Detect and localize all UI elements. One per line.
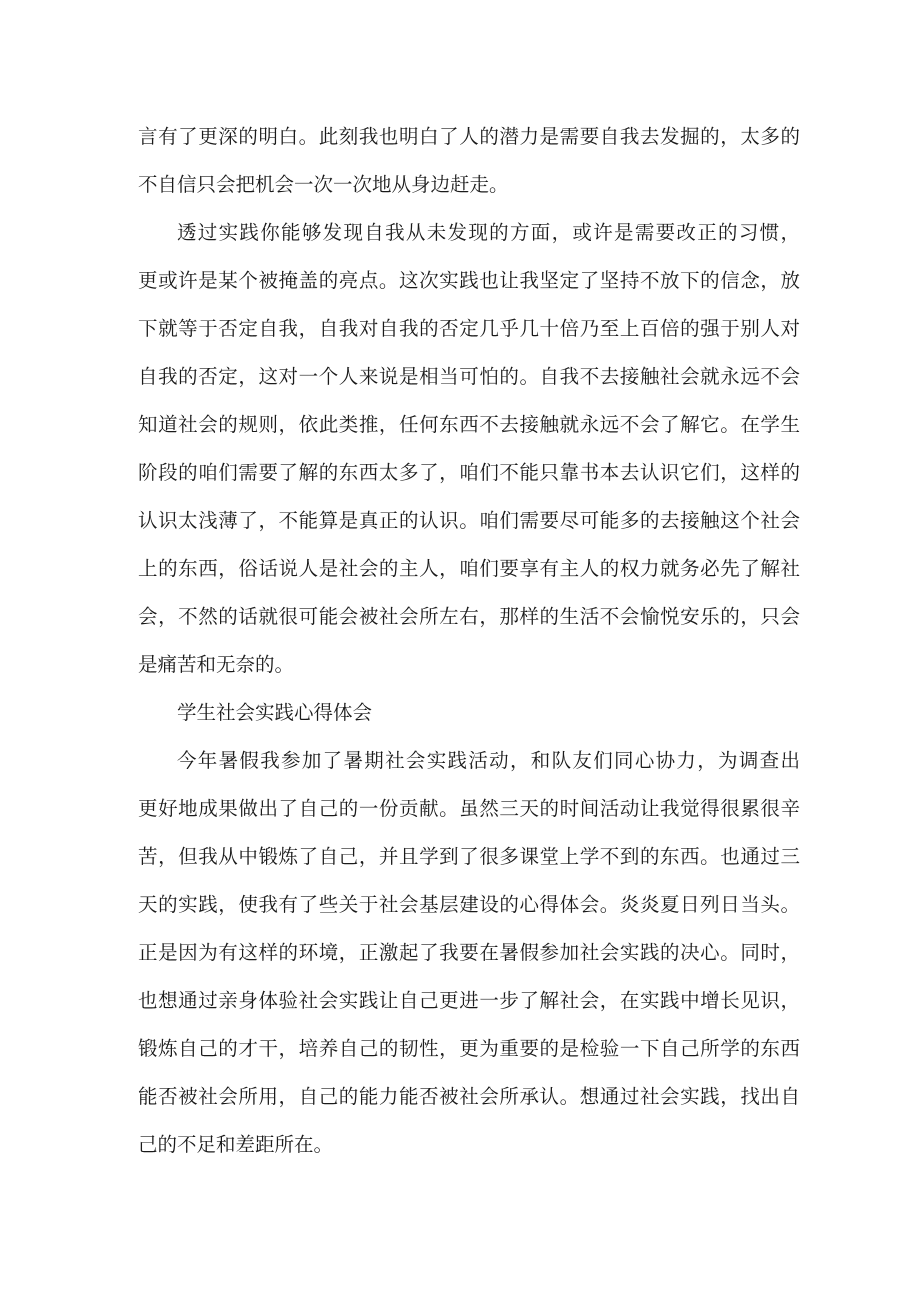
text-line: 也想通过亲身体验社会实践让自己更进一步了解社会，在实践中增长见识， <box>138 989 800 1012</box>
text-line: 透过实践你能够发现自我从未发现的方面，或许是需要改正的习惯， <box>177 221 800 244</box>
text-line: 会，不然的话就很可能会被社会所左右，那样的生活不会愉悦安乐的，只会 <box>138 605 800 628</box>
text-line: 正是因为有这样的环境，正激起了我要在暑假参加社会实践的决心。同时， <box>138 941 800 964</box>
text-line: 锻炼自己的才干，培养自己的韧性，更为重要的是检验一下自己所学的东西 <box>138 1037 800 1060</box>
text-line: 言有了更深的明白。此刻我也明白了人的潜力是需要自我去发掘的，太多的 <box>138 125 800 148</box>
text-line: 是痛苦和无奈的。 <box>138 653 295 676</box>
text-line: 今年暑假我参加了暑期社会实践活动，和队友们同心协力，为调查出 <box>177 749 800 772</box>
text-line: 能否被社会所用，自己的能力能否被社会所承认。想通过社会实践，找出自 <box>138 1085 800 1108</box>
text-line: 知道社会的规则，依此类推，任何东西不去接触就永远不会了解它。在学生 <box>138 413 800 436</box>
text-line: 苦，但我从中锻炼了自己，并且学到了很多课堂上学不到的东西。也通过三 <box>138 845 800 868</box>
text-line: 更好地成果做出了自己的一份贡献。虽然三天的时间活动让我觉得很累很辛 <box>138 797 800 820</box>
paragraph-1 <box>138 113 800 209</box>
text-line: 己的不足和差距所在。 <box>138 1133 334 1156</box>
heading-text: 学生社会实践心得体会 <box>177 701 373 724</box>
text-line: 天的实践，使我有了些关于社会基层建设的心得体会。炎炎夏日列日当头。 <box>138 893 800 916</box>
text-line: 阶段的咱们需要了解的东西太多了，咱们不能只靠书本去认识它们，这样的 <box>138 461 800 484</box>
paragraph-3 <box>138 737 800 1169</box>
text-line: 下就等于否定自我，自我对自我的否定几乎几十倍乃至上百倍的强于别人对 <box>138 317 800 340</box>
text-line: 上的东西，俗话说人是社会的主人，咱们要享有主人的权力就务必先了解社 <box>138 557 800 580</box>
paragraph-2 <box>138 209 800 689</box>
text-line: 不自信只会把机会一次一次地从身边赶走。 <box>138 173 509 196</box>
text-line: 认识太浅薄了，不能算是真正的认识。咱们需要尽可能多的去接触这个社会 <box>138 509 800 532</box>
section-heading <box>138 689 800 737</box>
text-line: 自我的否定，这对一个人来说是相当可怕的。自我不去接触社会就永远不会 <box>138 365 800 388</box>
document-body <box>138 113 800 1169</box>
text-line: 更或许是某个被掩盖的亮点。这次实践也让我坚定了坚持不放下的信念，放 <box>138 269 800 292</box>
